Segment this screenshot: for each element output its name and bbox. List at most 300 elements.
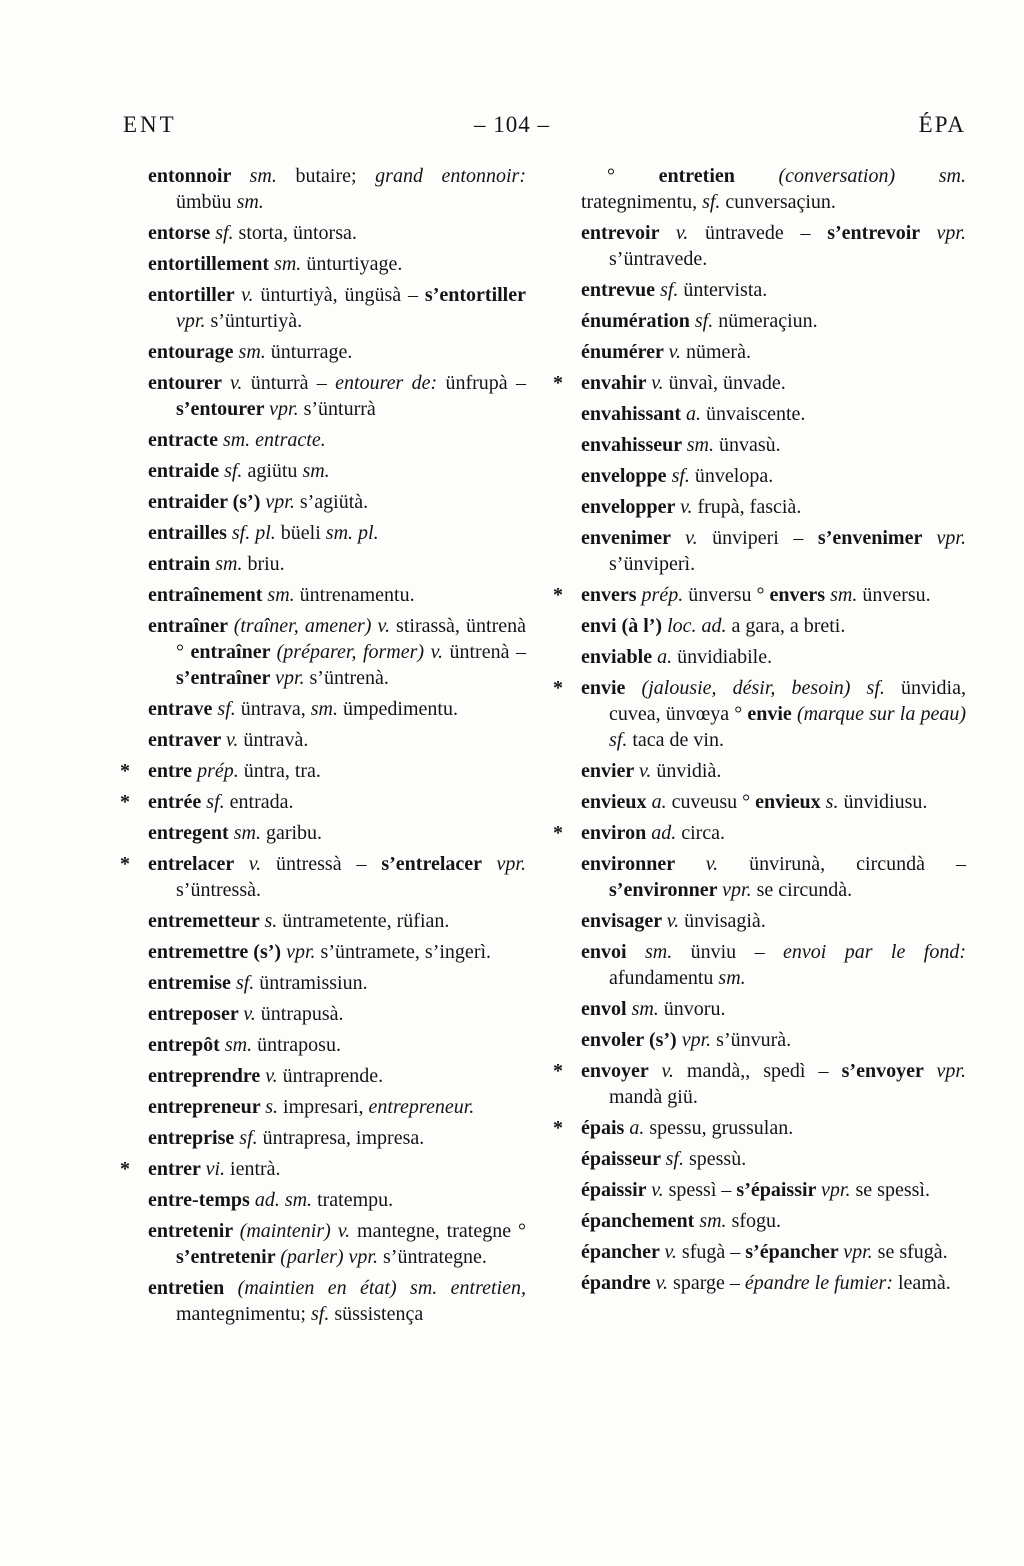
grammar-label: sf.: [224, 460, 248, 482]
translation-text: ünvaì, ünvade.: [668, 372, 786, 394]
headword: envie: [747, 703, 797, 725]
asterisk-marker: *: [120, 853, 130, 875]
headword: entrelacer: [148, 853, 249, 875]
headword: épancher: [581, 1241, 665, 1263]
dictionary-entry: [120, 520, 526, 546]
translation-text: leamà.: [898, 1272, 951, 1294]
headword: s’envoyer: [841, 1060, 937, 1082]
headword: entourage: [148, 341, 239, 363]
dictionary-entry: [120, 1218, 526, 1270]
translation-text: s’üntramete, s’ingerì.: [320, 941, 492, 963]
dictionary-entry: [553, 463, 966, 489]
headword: entraver: [148, 729, 226, 751]
translation-text: s’ünturtiyà.: [210, 310, 303, 332]
dictionary-entry: [553, 1115, 966, 1141]
dictionary-entry: [120, 758, 526, 784]
headword: s’entrevoir: [827, 222, 937, 244]
grammar-label: (jalousie, désir, besoin) sf.: [641, 677, 901, 699]
headword: entreposer: [148, 1003, 244, 1025]
grammar-label: sm.: [718, 967, 746, 989]
translation-text: ünvidià.: [656, 760, 722, 782]
headword: s’entraîner: [176, 667, 276, 689]
grammar-label: sf.: [665, 1148, 689, 1170]
grammar-label: vpr.: [936, 527, 966, 549]
grammar-label: sf.: [206, 791, 230, 813]
dictionary-entry: [553, 851, 966, 903]
translation-text: üntrametente, rüfian.: [282, 910, 450, 932]
translation-text: cunversaçiun.: [725, 191, 836, 213]
headword: envol: [581, 998, 632, 1020]
grammar-label: sm.: [830, 584, 863, 606]
grammar-label: v.: [248, 853, 277, 875]
translation-text: üntrenà –: [449, 641, 526, 663]
grammar-label: v.: [661, 1060, 687, 1082]
translation-text: ünturrà –: [250, 372, 336, 394]
dictionary-entry: [120, 851, 526, 903]
grammar-label: ad. sm.: [254, 1189, 318, 1211]
headword: envoyer: [581, 1060, 662, 1082]
translation-text: ünviperi –: [712, 527, 818, 549]
translation-text: üntravà.: [243, 729, 309, 751]
headword: épaisseur: [581, 1148, 666, 1170]
translation-text: s’agiütà.: [299, 491, 369, 513]
dictionary-entry: [553, 582, 966, 608]
grammar-label: sf.: [694, 310, 719, 332]
grammar-label: v.: [651, 372, 669, 394]
grammar-label: vpr.: [936, 1060, 966, 1082]
dictionary-entry: [553, 613, 966, 639]
translation-text: üntrapresa, impresa.: [262, 1127, 425, 1149]
grammar-label: sf.: [239, 1127, 263, 1149]
dictionary-entry: [120, 908, 526, 934]
translation-text: ientrà.: [230, 1158, 281, 1180]
grammar-label: a.: [657, 646, 678, 668]
dictionary-entry: [553, 1146, 966, 1172]
dictionary-entry: [553, 1177, 966, 1203]
dictionary-entry: [553, 163, 966, 215]
headword: environner: [581, 853, 706, 875]
grammar-label: v.: [230, 372, 251, 394]
header-left-keyword: ENT: [123, 112, 177, 137]
headword: envoler (s’): [581, 1029, 682, 1051]
dictionary-entry: [553, 758, 966, 784]
translation-text: nümerà.: [685, 341, 751, 363]
translation-text: s’üntressà.: [176, 879, 261, 901]
grammar-label: sm.: [274, 253, 307, 275]
headword: épais: [581, 1117, 630, 1139]
grammar-label: vpr.: [286, 941, 321, 963]
dictionary-entry: [553, 220, 966, 272]
translation-text: ünfrupà –: [445, 372, 526, 394]
translation-text: s’üntrenà.: [309, 667, 389, 689]
headword: énumérer: [581, 341, 669, 363]
translation-text: spessì –: [668, 1179, 737, 1201]
translation-text: taca de vin.: [632, 729, 724, 751]
running-header: [0, 112, 1024, 146]
grammar-label: (maintien en état) sm. entretien,: [237, 1277, 526, 1299]
grammar-label: v.: [638, 760, 657, 782]
headword: s’entourer: [176, 398, 270, 420]
headword: entrer: [148, 1158, 206, 1180]
dictionary-entry: [553, 401, 966, 427]
grammar-label: sm.: [249, 165, 296, 187]
grammar-label: entourer de:: [335, 372, 446, 394]
asterisk-marker: *: [553, 584, 563, 606]
translation-text: s’üntravede.: [609, 248, 708, 270]
grammar-label: vpr.: [843, 1241, 878, 1263]
dictionary-entry: [120, 970, 526, 996]
grammar-label: vpr.: [496, 853, 526, 875]
grammar-label: v.: [655, 1272, 674, 1294]
dictionary-entry: [553, 644, 966, 670]
grammar-label: grand entonnoir:: [375, 165, 526, 187]
translation-text: s’ünvurà.: [716, 1029, 792, 1051]
translation-text: trategnimentu,: [581, 191, 703, 213]
headword: entregent: [148, 822, 234, 844]
grammar-label: sm.: [631, 998, 664, 1020]
right-column: [553, 163, 966, 1301]
headword: envahir: [581, 372, 652, 394]
translation-text: ünviu –: [690, 941, 784, 963]
grammar-label: vpr.: [722, 879, 757, 901]
headword: envenimer: [581, 527, 686, 549]
dictionary-entry: [120, 696, 526, 722]
translation-text: üntraprende.: [282, 1065, 384, 1087]
headword: envieux: [581, 791, 652, 813]
translation-text: büeli: [280, 522, 326, 544]
dictionary-entry: [553, 1208, 966, 1234]
translation-text: süssistença: [334, 1303, 424, 1325]
asterisk-marker: *: [120, 760, 130, 782]
translation-text: ünvelopa.: [694, 465, 774, 487]
headword: envers: [581, 584, 642, 606]
asterisk-marker: *: [120, 1158, 130, 1180]
headword: envier: [581, 760, 639, 782]
grammar-label: prép.: [197, 760, 244, 782]
translation-text: üntrenamentu.: [299, 584, 415, 606]
asterisk-marker: *: [553, 372, 563, 394]
translation-text: mantegnimentu;: [176, 1303, 311, 1325]
headword: s’environner: [609, 879, 723, 901]
translation-text: afundamentu: [609, 967, 719, 989]
headword: envie: [581, 677, 642, 699]
translation-text: entrada.: [229, 791, 294, 813]
grammar-label: v.: [680, 496, 698, 518]
translation-text: ünvirunà, circundà –: [749, 853, 966, 875]
headword: enviable: [581, 646, 658, 668]
dictionary-entry: [553, 370, 966, 396]
dictionary-entry: [553, 908, 966, 934]
headword: envahissant: [581, 403, 687, 425]
headword: entremetteur: [148, 910, 265, 932]
translation-text: garibu.: [265, 822, 323, 844]
grammar-label: sf. pl.: [231, 522, 281, 544]
dictionary-entry: [120, 282, 526, 334]
dictionary-entry: [120, 582, 526, 608]
grammar-label: vpr.: [265, 491, 300, 513]
headword: entorse: [148, 222, 216, 244]
grammar-label: v.: [705, 853, 750, 875]
dictionary-entry: [120, 1187, 526, 1213]
grammar-label: v.: [685, 527, 713, 549]
asterisk-marker: *: [120, 791, 130, 813]
headword: entrave: [148, 698, 218, 720]
dictionary-entry: [553, 789, 966, 815]
grammar-label: v.: [666, 910, 685, 932]
headword: entremettre (s’): [148, 941, 287, 963]
dictionary-entry: [553, 525, 966, 577]
dictionary-entry: [120, 339, 526, 365]
translation-text: storta, üntorsa.: [238, 222, 357, 244]
translation-text: üntressà –: [276, 853, 382, 875]
headword: s’épancher: [745, 1241, 844, 1263]
headword: entrepôt: [148, 1034, 225, 1056]
grammar-label: v.: [675, 222, 705, 244]
headword: entraide: [148, 460, 225, 482]
asterisk-marker: *: [553, 1060, 563, 1082]
headword: envi (à l’): [581, 615, 668, 637]
headword: épanchement: [581, 1210, 700, 1232]
translation-text: s’ünviperì.: [609, 553, 696, 575]
headword: enveloppe: [581, 465, 672, 487]
translation-text: ümpedimentu.: [342, 698, 458, 720]
grammar-label: ad.: [651, 822, 682, 844]
headword: entourer: [148, 372, 231, 394]
dictionary-entry: [120, 251, 526, 277]
dictionary-entry: [120, 458, 526, 484]
dictionary-entry: [553, 1058, 966, 1110]
dictionary-entry: [120, 1275, 526, 1327]
headword: entortiller: [148, 284, 242, 306]
left-column: [120, 163, 526, 1332]
dictionary-entry: [553, 1027, 966, 1053]
grammar-label: vpr.: [936, 222, 966, 244]
translation-text: ünversu °: [688, 584, 770, 606]
headword: entreprise: [148, 1127, 240, 1149]
translation-text: ünvidia, cuvea, ünvœya °: [609, 677, 966, 725]
dictionary-entry: [120, 370, 526, 422]
grammar-label: sf.: [235, 972, 260, 994]
grammar-label: vi.: [205, 1158, 231, 1180]
degree-marker: °: [607, 165, 659, 187]
translation-text: briu.: [247, 553, 285, 575]
dictionary-entry: [553, 939, 966, 991]
dictionary-entry: [553, 339, 966, 365]
grammar-label: sf.: [310, 1303, 335, 1325]
headword: s’entrelacer: [381, 853, 497, 875]
translation-text: üntraposu.: [257, 1034, 341, 1056]
headword: entraînement: [148, 584, 268, 606]
translation-text: tratempu.: [317, 1189, 394, 1211]
translation-text: cuveusu °: [671, 791, 756, 813]
grammar-label: envoi par le fond:: [783, 941, 966, 963]
translation-text: s’ünturrà: [303, 398, 376, 420]
grammar-label: (maintenir) v.: [239, 1220, 358, 1242]
grammar-label: sm.: [267, 584, 300, 606]
translation-text: s’üntrategne.: [383, 1246, 487, 1268]
headword: épandre: [581, 1272, 656, 1294]
translation-text: ünturrage.: [270, 341, 353, 363]
headword: entrepreneur: [148, 1096, 266, 1118]
dictionary-entry: [120, 220, 526, 246]
translation-text: nümeraçiun.: [718, 310, 818, 332]
dictionary-entry: [120, 613, 526, 691]
translation-text: se spessì.: [855, 1179, 930, 1201]
dictionary-entry: [553, 432, 966, 458]
asterisk-marker: *: [553, 677, 563, 699]
headword: environ: [581, 822, 652, 844]
grammar-label: v.: [243, 1003, 261, 1025]
translation-text: a gara, a breti.: [731, 615, 846, 637]
translation-text: circa.: [681, 822, 726, 844]
headword: s’épaissir: [736, 1179, 822, 1201]
grammar-label: loc. ad.: [667, 615, 732, 637]
dictionary-entry: [120, 939, 526, 965]
grammar-label: sm. pl.: [325, 522, 379, 544]
dictionary-entry: [553, 996, 966, 1022]
headword: entrée: [148, 791, 207, 813]
page-number: – 104 –: [474, 112, 550, 137]
grammar-label: sf.: [660, 279, 684, 301]
headword: entracte: [148, 429, 223, 451]
grammar-label: sm.: [215, 553, 248, 575]
headword: entrevue: [581, 279, 661, 301]
grammar-label: s.: [264, 910, 283, 932]
dictionary-entry: [120, 427, 526, 453]
grammar-label: vpr.: [275, 667, 310, 689]
dictionary-entry: [120, 489, 526, 515]
grammar-label: a.: [686, 403, 707, 425]
translation-text: ümbüu: [176, 191, 237, 213]
translation-text: mandà,, spedì –: [686, 1060, 842, 1082]
grammar-label: (traîner, amener) v.: [233, 615, 397, 637]
header-right-keyword: ÉPA: [918, 112, 966, 137]
translation-text: butaire;: [295, 165, 376, 187]
headword: énumération: [581, 310, 695, 332]
headword: s’entortiller: [424, 284, 526, 306]
grammar-label: sm.: [238, 341, 271, 363]
headword: entretien: [148, 1277, 238, 1299]
headword: entreprendre: [148, 1065, 266, 1087]
grammar-label: vpr.: [269, 398, 304, 420]
translation-text: se sfugà.: [877, 1241, 948, 1263]
headword: envelopper: [581, 496, 681, 518]
grammar-label: v.: [664, 1241, 682, 1263]
translation-text: ünvasù.: [719, 434, 781, 456]
dictionary-entry: [120, 789, 526, 815]
translation-text: mandà giü.: [609, 1086, 698, 1108]
headword: envoi: [581, 941, 645, 963]
headword: entraîner: [148, 615, 234, 637]
translation-text: ünvaiscente.: [706, 403, 806, 425]
translation-text: spessu, grussulan.: [649, 1117, 794, 1139]
dictionary-entry: [120, 1094, 526, 1120]
dictionary-entry: [553, 1239, 966, 1265]
translation-text: ünvidiabile.: [677, 646, 773, 668]
headword: envieux: [755, 791, 826, 813]
translation-text: mantegne, trategne °: [357, 1220, 526, 1242]
grammar-label: entrepreneur.: [368, 1096, 475, 1118]
grammar-label: v.: [668, 341, 686, 363]
translation-text: üntra, tra.: [243, 760, 321, 782]
headword: s’envenimer: [817, 527, 937, 549]
headword: entrevoir: [581, 222, 676, 244]
grammar-label: vpr.: [821, 1179, 856, 1201]
translation-text: impresari,: [283, 1096, 369, 1118]
dictionary-entry: [120, 551, 526, 577]
grammar-label: v.: [265, 1065, 283, 1087]
headword: envisager: [581, 910, 667, 932]
headword: entrain: [148, 553, 216, 575]
dictionary-entry: [120, 727, 526, 753]
translation-text: üntervista.: [683, 279, 768, 301]
translation-text: ünvoru.: [663, 998, 726, 1020]
grammar-label: (marque sur la peau) sf.: [609, 703, 967, 751]
translation-text: ünversu.: [862, 584, 931, 606]
translation-text: sfogu.: [731, 1210, 782, 1232]
grammar-label: s.: [825, 791, 844, 813]
headword: s’entretenir: [176, 1246, 281, 1268]
headword: épaissir: [581, 1179, 652, 1201]
headword: entre: [148, 760, 198, 782]
headword: entremise: [148, 972, 236, 994]
dictionary-entry: [120, 1001, 526, 1027]
grammar-label: v.: [651, 1179, 669, 1201]
dictionary-entry: [120, 1125, 526, 1151]
translation-text: üntrapusà.: [260, 1003, 344, 1025]
translation-text: ünturtiyage.: [306, 253, 403, 275]
headword: entraider (s’): [148, 491, 266, 513]
translation-text: üntravede –: [704, 222, 828, 244]
grammar-label: s.: [265, 1096, 284, 1118]
asterisk-marker: *: [553, 1117, 563, 1139]
dictionary-entry: [553, 494, 966, 520]
dictionary-entry: [553, 308, 966, 334]
translation-text: ünturtiyà, üngüsà –: [260, 284, 425, 306]
dictionary-entry: [120, 1156, 526, 1182]
grammar-label: sm.: [699, 1210, 732, 1232]
translation-text: agiütu: [247, 460, 303, 482]
headword: entraîner: [190, 641, 277, 663]
grammar-label: vpr.: [176, 310, 211, 332]
grammar-label: sf.: [215, 222, 239, 244]
dictionary-entry: [120, 820, 526, 846]
grammar-label: sm.: [644, 941, 691, 963]
grammar-label: sf.: [217, 698, 241, 720]
grammar-label: a.: [651, 791, 672, 813]
grammar-label: sm.: [233, 822, 266, 844]
dictionary-entry: [553, 820, 966, 846]
headword: entortillement: [148, 253, 275, 275]
translation-text: se circundà.: [756, 879, 853, 901]
grammar-label: v.: [241, 284, 261, 306]
grammar-label: (conversation) sm.: [778, 165, 966, 187]
headword: entre-temps: [148, 1189, 255, 1211]
translation-text: sparge –: [673, 1272, 745, 1294]
dictionary-entry: [553, 277, 966, 303]
grammar-label: sm.: [686, 434, 719, 456]
dictionary-entry: [120, 163, 526, 215]
headword: entonnoir: [148, 165, 250, 187]
grammar-label: vpr.: [681, 1029, 717, 1051]
translation-text: sfugà –: [681, 1241, 746, 1263]
dictionary-entry: [553, 1270, 966, 1296]
dictionary-entry: [553, 675, 966, 753]
grammar-label: (préparer, former) v.: [276, 641, 450, 663]
headword: entrailles: [148, 522, 232, 544]
translation-text: spessù.: [688, 1148, 747, 1170]
grammar-label: sm. entracte.: [222, 429, 326, 451]
